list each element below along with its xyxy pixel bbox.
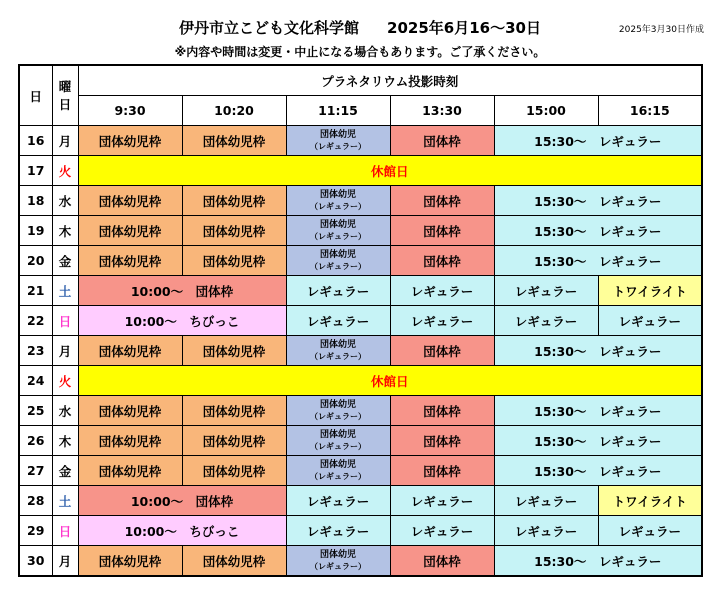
- table-row: [19, 396, 702, 426]
- weekday-cell: 火: [52, 156, 78, 186]
- slot-group-kids: 団体幼児枠: [182, 216, 286, 246]
- day-cell: 27: [19, 456, 52, 486]
- slot-regular-1530: 15:30～ レギュラー: [494, 246, 702, 276]
- slot-group: 団体枠: [390, 246, 494, 276]
- slot-regular: レギュラー: [390, 276, 494, 306]
- slot-twilight: トワイライト: [598, 486, 702, 516]
- slot-group: 団体枠: [390, 126, 494, 156]
- slot-kids-small: 団体幼児 （レギュラー）: [286, 246, 390, 276]
- slot-group-kids: 団体幼児枠: [78, 246, 182, 276]
- slot-regular: レギュラー: [494, 516, 598, 546]
- day-cell: 28: [19, 486, 52, 516]
- day-cell: 20: [19, 246, 52, 276]
- slot-group-1000: 10:00～ 団体枠: [78, 486, 286, 516]
- day-cell: 26: [19, 426, 52, 456]
- time-header: 13:30: [390, 96, 494, 126]
- slot-group: 団体枠: [390, 546, 494, 577]
- slot-group-kids: 団体幼児枠: [78, 216, 182, 246]
- time-header: 10:20: [182, 96, 286, 126]
- slot-group: 団体枠: [390, 456, 494, 486]
- created-date: 2025年3月30日作成: [618, 25, 704, 35]
- table-row: [19, 546, 702, 577]
- slot-group: 団体枠: [390, 216, 494, 246]
- table-row: [19, 156, 702, 186]
- weekday-cell: 水: [52, 186, 78, 216]
- slot-closed: 休館日: [78, 156, 702, 186]
- slot-regular: レギュラー: [286, 276, 390, 306]
- time-header-row: [19, 96, 702, 126]
- slot-regular-1530: 15:30～ レギュラー: [494, 126, 702, 156]
- weekday-cell: 木: [52, 216, 78, 246]
- header-row: [19, 65, 702, 96]
- slot-group-kids: 団体幼児枠: [182, 426, 286, 456]
- table-row: [19, 336, 702, 366]
- slot-regular-1530: 15:30～ レギュラー: [494, 426, 702, 456]
- weekday-cell: 日: [52, 306, 78, 336]
- slot-closed: 休館日: [78, 366, 702, 396]
- date-range: 2025年6月16～30日: [387, 19, 541, 37]
- table-row: [19, 516, 702, 546]
- table-row: [19, 426, 702, 456]
- weekday-cell: 月: [52, 546, 78, 577]
- slot-twilight: トワイライト: [598, 276, 702, 306]
- col-weekday-header: [52, 65, 78, 126]
- slot-regular-1530: 15:30～ レギュラー: [494, 456, 702, 486]
- slot-regular: レギュラー: [286, 516, 390, 546]
- slot-group-kids: 団体幼児枠: [182, 336, 286, 366]
- slot-regular-1530: 15:30～ レギュラー: [494, 396, 702, 426]
- day-cell: 23: [19, 336, 52, 366]
- day-cell: 25: [19, 396, 52, 426]
- table-row: [19, 486, 702, 516]
- notice: ※内容や時間は変更・中止になる場合もあります。ご了承ください。: [174, 45, 546, 59]
- slot-regular: レギュラー: [390, 486, 494, 516]
- day-cell: 24: [19, 366, 52, 396]
- time-header: 16:15: [598, 96, 702, 126]
- slot-regular: レギュラー: [286, 486, 390, 516]
- slot-group-kids: 団体幼児枠: [78, 546, 182, 577]
- day-cell: 30: [19, 546, 52, 577]
- slot-group-kids: 団体幼児枠: [182, 546, 286, 577]
- slot-group-kids: 団体幼児枠: [182, 456, 286, 486]
- weekday-cell: 金: [52, 456, 78, 486]
- table-row: [19, 306, 702, 336]
- weekday-cell: 月: [52, 336, 78, 366]
- slot-group-kids: 団体幼児枠: [182, 126, 286, 156]
- weekday-cell: 土: [52, 486, 78, 516]
- table-row: [19, 126, 702, 156]
- day-cell: 17: [19, 156, 52, 186]
- weekday-cell: 月: [52, 126, 78, 156]
- slot-regular-1530: 15:30～ レギュラー: [494, 186, 702, 216]
- weekday-cell: 火: [52, 366, 78, 396]
- slot-kids-small: 団体幼児 （レギュラー）: [286, 336, 390, 366]
- day-cell: 29: [19, 516, 52, 546]
- weekday-cell: 日: [52, 516, 78, 546]
- slot-kids-small: 団体幼児 （レギュラー）: [286, 186, 390, 216]
- table-row: [19, 366, 702, 396]
- schedule-table: [18, 64, 703, 577]
- slot-regular: レギュラー: [494, 276, 598, 306]
- weekday-cell: 土: [52, 276, 78, 306]
- day-cell: 19: [19, 216, 52, 246]
- time-header: 15:00: [494, 96, 598, 126]
- col-weekday-label: 曜日: [58, 78, 72, 112]
- table-row: [19, 456, 702, 486]
- slot-group-kids: 団体幼児枠: [78, 186, 182, 216]
- day-cell: 16: [19, 126, 52, 156]
- weekday-cell: 木: [52, 426, 78, 456]
- slot-regular-1530: 15:30～ レギュラー: [494, 546, 702, 577]
- slot-chibikko-1000: 10:00～ ちびっこ: [78, 306, 286, 336]
- slot-group-kids: 団体幼児枠: [78, 396, 182, 426]
- slot-regular-1530: 15:30～ レギュラー: [494, 216, 702, 246]
- weekday-cell: 水: [52, 396, 78, 426]
- slot-group: 団体枠: [390, 336, 494, 366]
- slot-group-kids: 団体幼児枠: [78, 126, 182, 156]
- slot-group-kids: 団体幼児枠: [182, 186, 286, 216]
- slot-group-kids: 団体幼児枠: [78, 456, 182, 486]
- slot-regular: レギュラー: [390, 516, 494, 546]
- slot-group-1000: 10:00～ 団体枠: [78, 276, 286, 306]
- day-cell: 22: [19, 306, 52, 336]
- slot-kids-small: 団体幼児 （レギュラー）: [286, 426, 390, 456]
- slot-regular: レギュラー: [390, 306, 494, 336]
- time-header: 9:30: [78, 96, 182, 126]
- slot-kids-small: 団体幼児 （レギュラー）: [286, 396, 390, 426]
- slot-group-kids: 団体幼児枠: [182, 396, 286, 426]
- slot-kids-small: 団体幼児 （レギュラー）: [286, 456, 390, 486]
- slot-kids-small: 団体幼児 （レギュラー）: [286, 216, 390, 246]
- slot-group-kids: 団体幼児枠: [182, 246, 286, 276]
- slot-regular: レギュラー: [494, 486, 598, 516]
- table-row: [19, 246, 702, 276]
- weekday-cell: 金: [52, 246, 78, 276]
- slot-group: 団体枠: [390, 396, 494, 426]
- slot-group-kids: 団体幼児枠: [78, 426, 182, 456]
- slot-regular: レギュラー: [286, 306, 390, 336]
- slot-group: 団体枠: [390, 186, 494, 216]
- slot-regular: レギュラー: [598, 516, 702, 546]
- page-title: [0, 17, 720, 38]
- slot-regular: レギュラー: [494, 306, 598, 336]
- slot-kids-small: 団体幼児 （レギュラー）: [286, 546, 390, 577]
- table-row: [19, 276, 702, 306]
- section-header: プラネタリウム投影時刻: [78, 65, 702, 96]
- time-header: 11:15: [286, 96, 390, 126]
- day-cell: 21: [19, 276, 52, 306]
- slot-group-kids: 団体幼児枠: [78, 336, 182, 366]
- slot-regular: レギュラー: [598, 306, 702, 336]
- slot-group: 団体枠: [390, 426, 494, 456]
- slot-kids-small: 団体幼児 （レギュラー）: [286, 126, 390, 156]
- col-day-header: 日: [19, 65, 52, 126]
- slot-chibikko-1000: 10:00～ ちびっこ: [78, 516, 286, 546]
- slot-regular-1530: 15:30～ レギュラー: [494, 336, 702, 366]
- table-row: [19, 216, 702, 246]
- day-cell: 18: [19, 186, 52, 216]
- facility-name: 伊丹市立こども文化科学館: [179, 19, 360, 37]
- table-row: [19, 186, 702, 216]
